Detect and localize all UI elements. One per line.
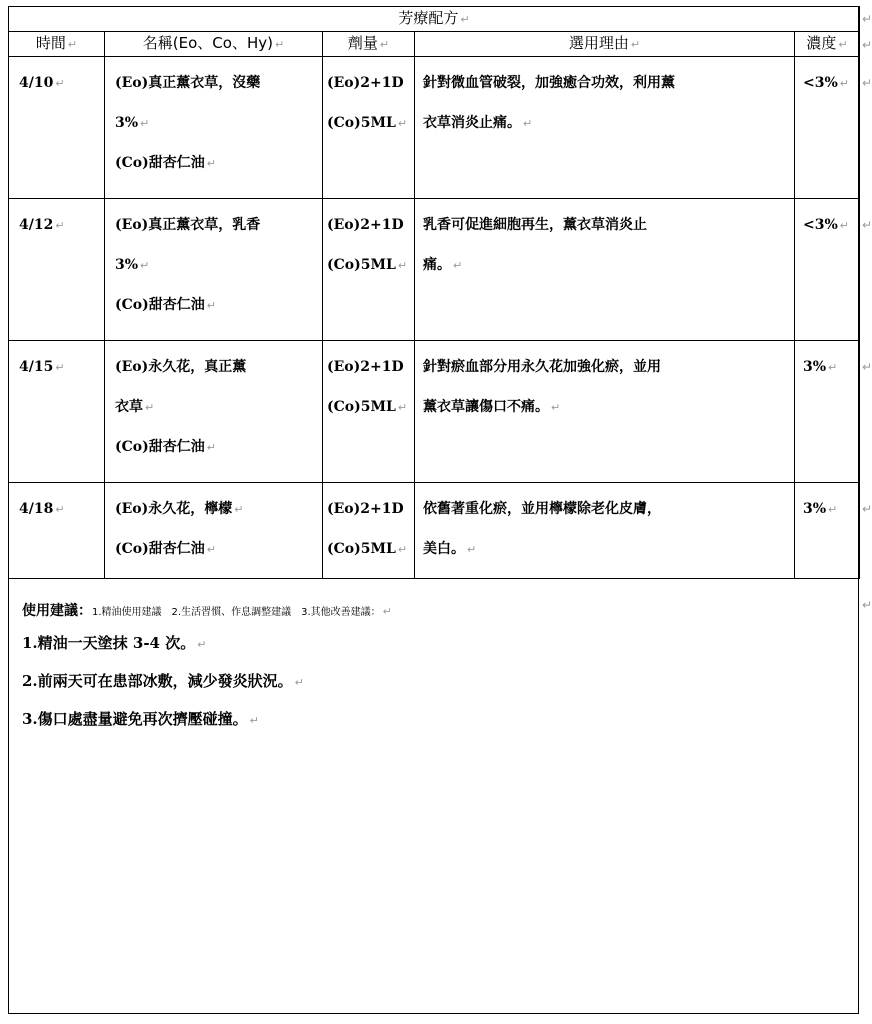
advice-item: 3.傷口處盡量避免再次擠壓碰撞。 ↵ bbox=[22, 710, 259, 728]
row-end-mark: ↵ bbox=[862, 76, 872, 90]
advice-subtitle: 1.精油使用建議 2.生活習慣、作息調整建議 3.其他改善建議： bbox=[92, 607, 381, 618]
cell-name: (Eo)永久花，檸檬 ↵ (Co)甜杏仁油 ↵ bbox=[105, 483, 323, 579]
header-name: 名稱(Eo、Co、Hy) ↵ bbox=[105, 32, 323, 57]
advice-heading: 使用建議：1.精油使用建議 2.生活習慣、作息調整建議 3.其他改善建議： ↵ bbox=[22, 603, 392, 619]
cell-reason: 乳香可促進細胞再生，薰衣草消炎止 痛。 ↵ bbox=[415, 199, 795, 341]
table-row bbox=[9, 341, 860, 483]
cell-name: (Eo)真正薰衣草，乳香 3% ↵ (Co)甜杏仁油 ↵ bbox=[105, 199, 323, 341]
header-time: 時間 ↵ bbox=[9, 32, 105, 57]
cell-dose: (Eo)2+1D (Co)5ML ↵ bbox=[323, 57, 415, 199]
cell-date: 4/12 ↵ bbox=[9, 199, 105, 341]
header-concentration: 濃度 ↵ bbox=[795, 32, 860, 57]
header-row bbox=[9, 32, 860, 57]
advice-item: 2.前兩天可在患部冰敷，減少發炎狀況。 ↵ bbox=[22, 672, 304, 690]
row-end-mark: ↵ bbox=[862, 12, 872, 26]
table-title: 芳療配方 ↵ bbox=[9, 7, 860, 32]
row-end-mark: ↵ bbox=[862, 502, 872, 516]
table-row bbox=[9, 57, 860, 199]
usage-advice bbox=[22, 598, 852, 738]
cell-dose: (Eo)2+1D (Co)5ML ↵ bbox=[323, 483, 415, 579]
cell-date: 4/10 ↵ bbox=[9, 57, 105, 199]
cell-date: 4/18 ↵ bbox=[9, 483, 105, 579]
cell-name: (Eo)永久花，真正薰 衣草 ↵ (Co)甜杏仁油 ↵ bbox=[105, 341, 323, 483]
cell-concentration: 3% ↵ bbox=[795, 483, 860, 579]
row-end-mark: ↵ bbox=[862, 218, 872, 232]
cell-date: 4/15 ↵ bbox=[9, 341, 105, 483]
cell-dose: (Eo)2+1D (Co)5ML ↵ bbox=[323, 199, 415, 341]
row-end-mark: ↵ bbox=[862, 598, 872, 612]
row-end-mark: ↵ bbox=[862, 38, 872, 52]
table-row bbox=[9, 483, 860, 579]
aromatherapy-table bbox=[8, 6, 860, 579]
header-reason: 選用理由 ↵ bbox=[415, 32, 795, 57]
cell-reason: 針對瘀血部分用永久花加強化瘀，並用 薰衣草讓傷口不痛。 ↵ bbox=[415, 341, 795, 483]
row-end-mark: ↵ bbox=[862, 360, 872, 374]
cell-dose: (Eo)2+1D (Co)5ML ↵ bbox=[323, 341, 415, 483]
cell-reason: 依舊著重化瘀，並用檸檬除老化皮膚， 美白。 ↵ bbox=[415, 483, 795, 579]
cell-name: (Eo)真正薰衣草，沒藥 3% ↵ (Co)甜杏仁油 ↵ bbox=[105, 57, 323, 199]
cell-concentration: 3% ↵ bbox=[795, 341, 860, 483]
advice-item: 1.精油一天塗抹 3-4 次。 ↵ bbox=[22, 634, 207, 652]
cell-concentration: <3% ↵ bbox=[795, 57, 860, 199]
header-dose: 劑量 ↵ bbox=[323, 32, 415, 57]
table-row bbox=[9, 199, 860, 341]
cell-concentration: <3% ↵ bbox=[795, 199, 860, 341]
cell-reason: 針對微血管破裂，加強癒合功效，利用薰 衣草消炎止痛。 ↵ bbox=[415, 57, 795, 199]
